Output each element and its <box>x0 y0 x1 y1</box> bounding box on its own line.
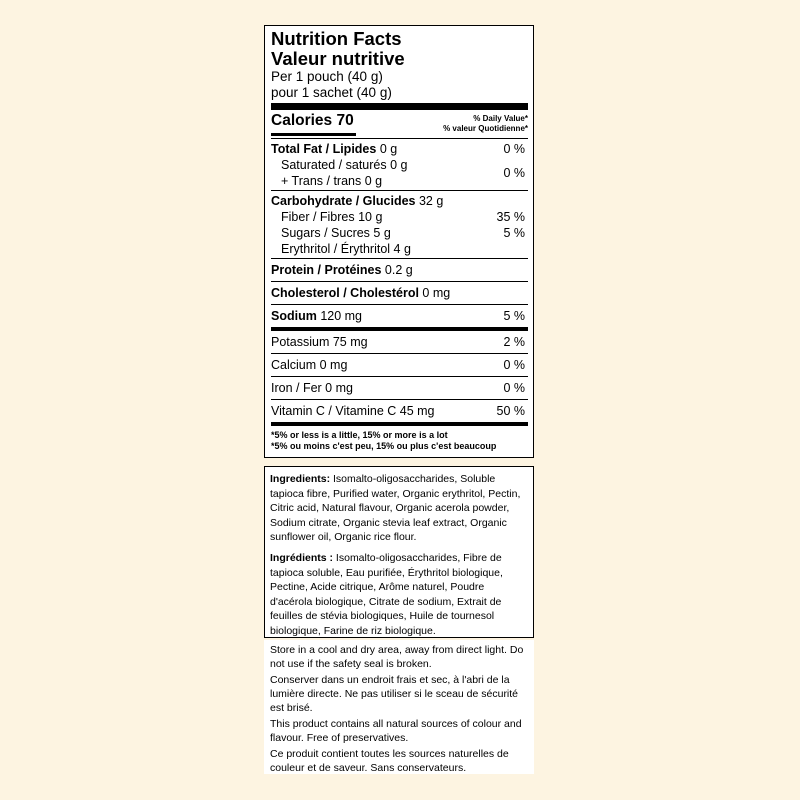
protein-value: 0.2 g <box>381 263 413 277</box>
erythritol-label: Erythritol / Érythritol 4 g <box>281 242 411 256</box>
calcium-row <box>271 354 528 376</box>
footnote <box>271 426 528 452</box>
ingredients-fr-text: Isomalto-oligosaccharides, Fibre de tapioca soluble, Eau purifiée, Érythritol biologique, Pectine, Acide citrique, Arôme naturel, Poudre d'acérola biologique, Citrate de sodium, Extrait de feuilles de stévia biologiques, Huile de tournesol biologique, Farine de riz biologique. <box>270 551 503 637</box>
ingredients-fr <box>270 551 528 639</box>
erythritol-row <box>271 241 528 257</box>
calcium-label: Calcium 0 mg <box>271 358 348 372</box>
storage-panel <box>264 640 534 774</box>
sodium-value: 120 mg <box>316 309 363 323</box>
cholesterol-label: Cholesterol / Cholestérol <box>271 286 419 300</box>
sodium-percent: 5 % <box>503 309 525 323</box>
ingredients-fr-label: Ingrédients : <box>270 551 334 564</box>
natural-en: This product contains all natural sources of colour and flavour. Free of preservatives. <box>270 718 522 744</box>
divider-thick <box>271 103 528 110</box>
calories-underline <box>271 133 356 136</box>
carb-label: Carbohydrate / Glucides <box>271 194 416 208</box>
sat-trans-percent: 0 % <box>503 166 525 180</box>
sodium-label: Sodium <box>271 309 317 323</box>
protein-label: Protein / Protéines <box>271 263 382 277</box>
sat-trans-row <box>271 157 528 189</box>
potassium-row <box>271 331 528 353</box>
sugars-label: Sugars / Sucres 5 g <box>281 226 391 240</box>
carb-row <box>271 193 528 209</box>
ingredients-en <box>270 472 528 545</box>
fat-value: 0 g <box>376 142 398 156</box>
nutrition-title-en: Nutrition Facts <box>271 28 402 49</box>
vitamin-c-percent: 50 % <box>496 404 525 418</box>
footnote-fr: *5% ou moins c'est peu, 15% ou plus c'est beaucoup <box>271 441 497 451</box>
ingredients-en-text: Isomalto-oligosaccharides, Soluble tapioca fibre, Purified water, Organic erythritol, Pectin, Citric acid, Natural flavour, Organic acerola powder, Sodium citrate, Organic stevia leaf extract, Organic sunflower oil, Organic rice flour. <box>270 473 521 544</box>
nutrition-title-fr: Valeur nutritive <box>271 48 405 69</box>
iron-label: Iron / Fer 0 mg <box>271 381 353 395</box>
cholesterol-row <box>271 282 528 304</box>
calories-label: Calories 70 <box>271 112 354 129</box>
potassium-percent: 2 % <box>503 335 525 349</box>
sugars-percent: 5 % <box>503 226 525 240</box>
ingredients-panel <box>264 466 534 638</box>
serving-size-fr: pour 1 sachet (40 g) <box>271 84 392 100</box>
daily-value-header <box>443 112 528 134</box>
natural-fr: Ce produit contient toutes les sources naturelles de couleur et de saveur. Sans conservateurs. <box>270 748 509 774</box>
fibre-percent: 35 % <box>496 210 525 224</box>
sodium-row <box>271 305 528 327</box>
iron-percent: 0 % <box>503 381 525 395</box>
cholesterol-value: 0 mg <box>418 286 451 300</box>
calcium-percent: 0 % <box>503 358 525 372</box>
fat-row <box>271 141 528 157</box>
fibre-row <box>271 209 528 225</box>
fibre-label: Fiber / Fibres 10 g <box>281 210 383 224</box>
ingredients-en-label: Ingredients: <box>270 473 331 485</box>
saturated-label: Saturated / saturés 0 g <box>281 158 408 172</box>
protein-row <box>271 259 528 281</box>
vitamin-c-label: Vitamin C / Vitamine C 45 mg <box>271 404 435 418</box>
daily-value-en: % Daily Value* <box>473 114 528 123</box>
carb-group <box>271 191 528 258</box>
nutrition-facts-panel <box>264 25 534 458</box>
potassium-label: Potassium 75 mg <box>271 335 368 349</box>
carb-value: 32 g <box>415 194 444 208</box>
storage-en: Store in a cool and dry area, away from direct light. Do not use if the safety seal is broken. <box>270 644 524 670</box>
calories-row <box>271 110 528 133</box>
storage-fr: Conserver dans un endroit frais et sec, à l'abri de la lumière directe. Ne pas utiliser si le sceau de sécurité est brisé. <box>270 674 519 714</box>
trans-label: + Trans / trans 0 g <box>281 174 383 188</box>
serving-size-en: Per 1 pouch (40 g) <box>271 69 383 84</box>
fat-label: Total Fat / Lipides <box>271 142 377 156</box>
fat-percent: 0 % <box>503 142 525 156</box>
daily-value-fr: % valeur Quotidienne* <box>443 124 528 133</box>
iron-row <box>271 377 528 399</box>
vitamin-c-row <box>271 400 528 422</box>
fat-group <box>271 139 528 190</box>
sugars-row <box>271 225 528 241</box>
footnote-en: *5% or less is a little, 15% or more is a lot <box>271 430 448 440</box>
